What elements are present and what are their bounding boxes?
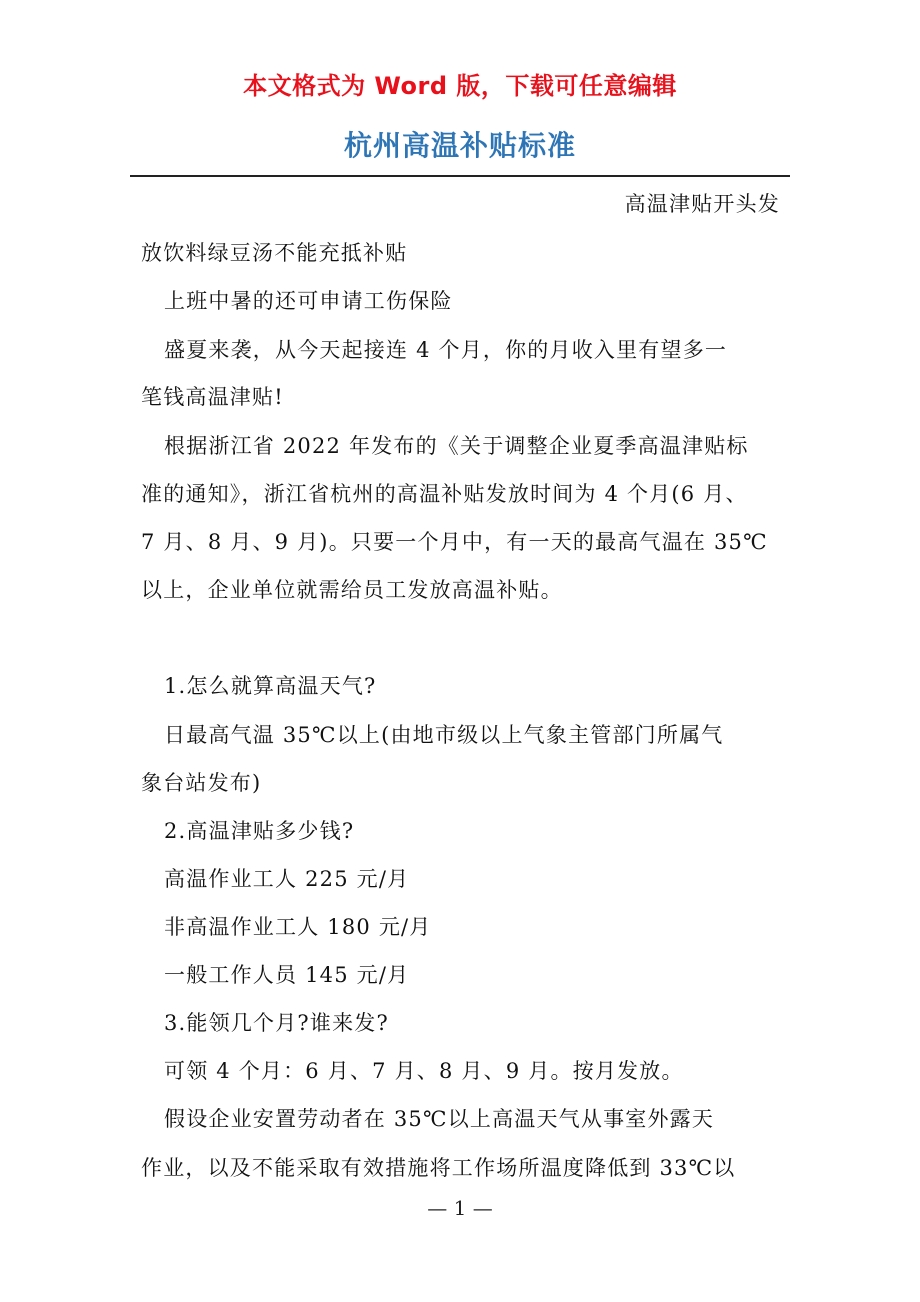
paragraph-line: 象台站发布): [141, 771, 262, 795]
paragraph-line: 以上，企业单位就需给员工发放高温补贴。: [141, 578, 563, 602]
section-heading: 2.高温津贴多少钱?: [164, 819, 355, 843]
paragraph-line: 高温作业工人 225 元/月: [164, 867, 410, 891]
paragraph-line: 假设企业安置劳动者在 35℃以上高温天气从事室外露天: [164, 1107, 715, 1131]
paragraph-line: 高温津贴开头发: [624, 192, 780, 216]
page-number: — 1 —: [427, 1196, 493, 1220]
paragraph-line: 作业，以及不能采取有效措施将工作场所温度降低到 33℃以: [141, 1156, 736, 1180]
paragraph-line: 7 月、8 月、9 月)。只要一个月中，有一天的最高气温在 35℃: [141, 530, 768, 554]
paragraph-line: 准的通知》，浙江省杭州的高温补贴发放时间为 4 个月(6 月、: [141, 482, 748, 506]
title-divider: [130, 175, 790, 177]
paragraph-line: 一般工作人员 145 元/月: [164, 963, 410, 987]
format-banner: 本文格式为 Word 版，下载可任意编辑: [243, 72, 677, 100]
paragraph-line: 日最高气温 35℃以上(由地市级以上气象主管部门所属气: [164, 723, 724, 747]
section-heading: 1.怎么就算高温天气?: [164, 674, 377, 698]
paragraph-line: 盛夏来袭，从今天起接连 4 个月，你的月收入里有望多一: [164, 338, 728, 362]
paragraph-line: 非高温作业工人 180 元/月: [164, 915, 432, 939]
paragraph-line: 上班中暑的还可申请工伤保险: [164, 289, 453, 313]
paragraph-line: 放饮料绿豆汤不能充抵补贴: [141, 241, 408, 265]
paragraph-line: 笔钱高温津贴!: [141, 385, 284, 409]
paragraph-line: 根据浙江省 2022 年发布的《关于调整企业夏季高温津贴标: [164, 434, 749, 458]
document-title: 杭州高温补贴标准: [343, 129, 576, 162]
paragraph-line: 可领 4 个月：6 月、7 月、8 月、9 月。按月发放。: [164, 1059, 684, 1083]
section-heading: 3.能领几个月?谁来发?: [164, 1011, 389, 1035]
